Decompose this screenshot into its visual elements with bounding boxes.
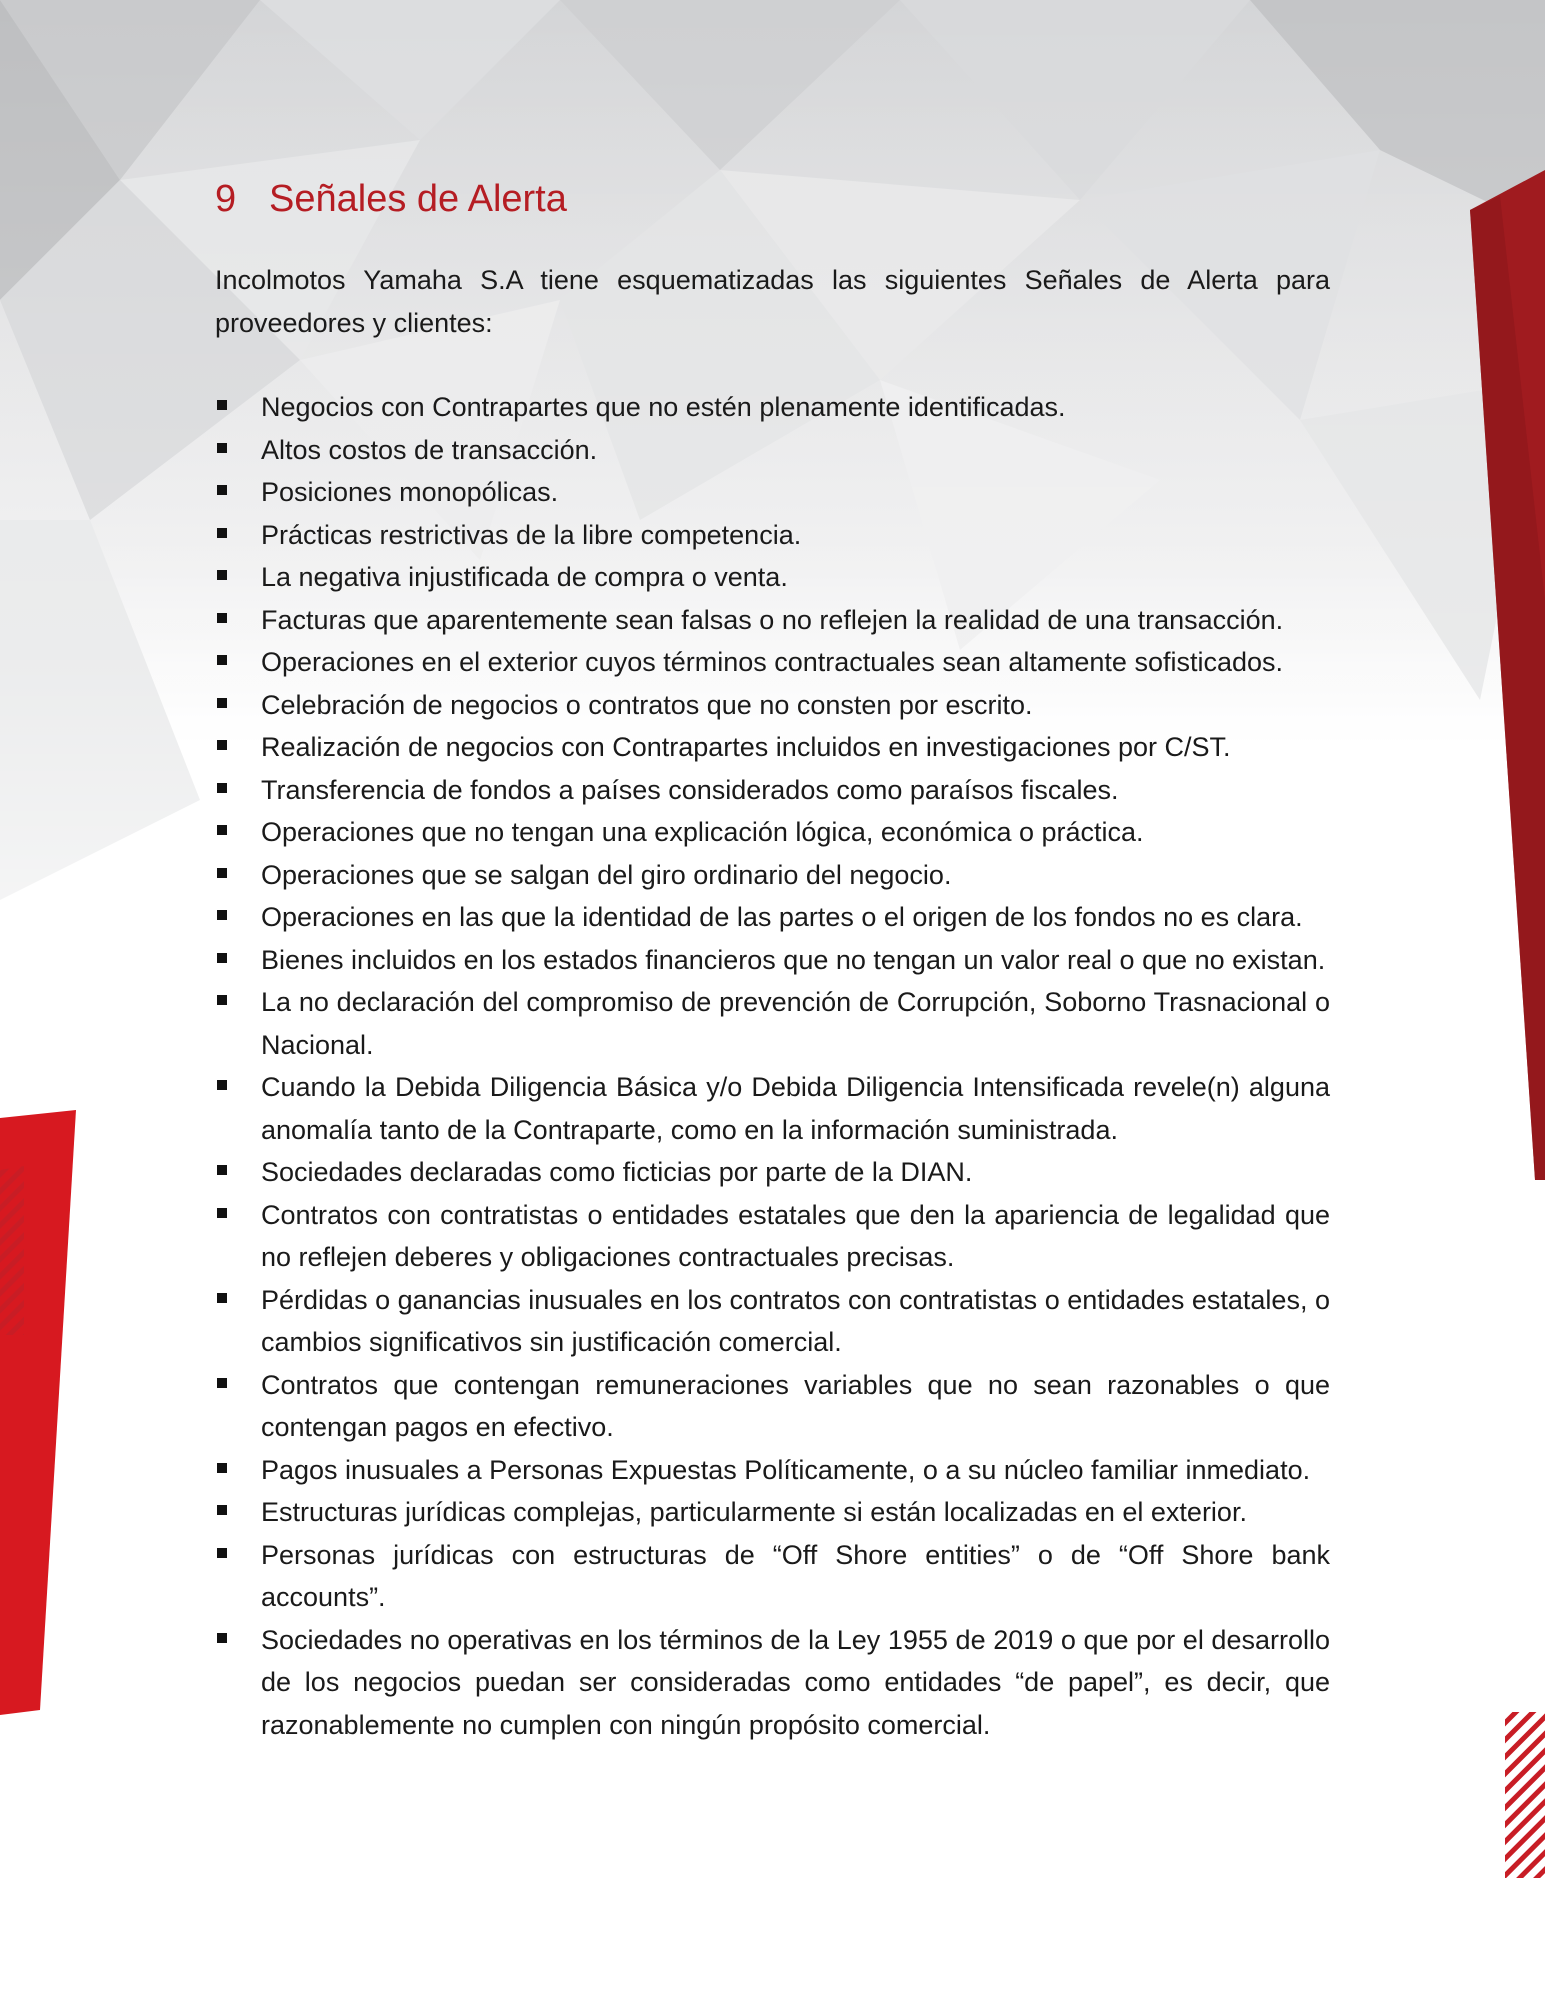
left-red-band xyxy=(0,1110,76,1715)
square-bullet-icon xyxy=(217,740,227,750)
list-item-text: Sociedades declaradas como ficticias por parte de la DIAN. xyxy=(261,1157,973,1187)
list-item-text: Celebración de negocios o contratos que no consten por escrito. xyxy=(261,689,1033,720)
list-item xyxy=(215,556,1330,599)
alert-list xyxy=(215,386,1330,1746)
list-item-text: Cuando la Debida Diligencia Básica y/o Debida Diligencia Intensificada revele(n) alguna anomalía tanto de la Contraparte, como en la información suministrada. xyxy=(261,1072,1330,1145)
square-bullet-icon xyxy=(217,1080,227,1090)
list-item-text: Negocios con Contrapartes que no estén plenamente identificadas. xyxy=(261,392,1066,422)
square-bullet-icon xyxy=(217,825,227,835)
list-item-text: Contratos que contengan remuneraciones variables que no sean razonables o que contengan pagos en efectivo. xyxy=(261,1369,1330,1442)
list-item-text: Operaciones en el exterior cuyos términos contractuales sean altamente sofisticados. xyxy=(261,647,1284,677)
list-item xyxy=(215,854,1330,897)
list-item xyxy=(215,1449,1330,1492)
list-item-text: Contratos con contratistas o entidades estatales que den la apariencia de legalidad que no reflejen deberes y obligaciones contractuales precisas. xyxy=(261,1199,1330,1272)
list-item-text: Altos costos de transacción. xyxy=(261,434,598,465)
list-item xyxy=(215,1491,1330,1534)
section-number: 9 xyxy=(215,178,237,220)
list-item xyxy=(215,1534,1330,1619)
list-item-text: Transferencia de fondos a países considerados como paraísos fiscales. xyxy=(261,774,1119,805)
square-bullet-icon xyxy=(217,400,227,410)
list-item-text: Operaciones en las que la identidad de las partes o el origen de los fondos no es clara. xyxy=(261,902,1303,932)
list-item-text: Pagos inusuales a Personas Expuestas Políticamente, o a su núcleo familiar inmediato. xyxy=(261,1454,1311,1485)
list-item-text: Prácticas restrictivas de la libre competencia. xyxy=(261,519,802,550)
list-item xyxy=(215,1066,1330,1151)
list-item-text: Pérdidas o ganancias inusuales en los contratos con contratistas o entidades estatales, o cambios significativos sin justificación comercial. xyxy=(261,1284,1330,1357)
square-bullet-icon xyxy=(217,1165,227,1175)
list-item-text: Facturas que aparentemente sean falsas o no reflejen la realidad de una transacción. xyxy=(261,604,1284,635)
list-item xyxy=(215,1619,1330,1747)
square-bullet-icon xyxy=(217,485,227,495)
list-item xyxy=(215,1364,1330,1449)
list-item-text: Personas jurídicas con estructuras de “Off Shore entities” o de “Off Shore bank accounts”. xyxy=(261,1539,1330,1612)
list-item xyxy=(215,1194,1330,1279)
list-item xyxy=(215,896,1330,939)
square-bullet-icon xyxy=(217,783,227,793)
square-bullet-icon xyxy=(217,1633,227,1643)
list-item-text: Estructuras jurídicas complejas, particularmente si están localizadas en el exterior. xyxy=(261,1497,1247,1527)
list-item-text: Sociedades no operativas en los términos de la Ley 1955 de 2019 o que por el desarrollo de los negocios puedan ser consideradas como entidades “de papel”, es decir, que razonablemente no cumplen con ningún propósito comercial. xyxy=(261,1624,1330,1740)
section-title: Señales de Alerta xyxy=(269,178,567,220)
square-bullet-icon xyxy=(217,698,227,708)
square-bullet-icon xyxy=(217,953,227,963)
square-bullet-icon xyxy=(217,868,227,878)
square-bullet-icon xyxy=(217,1293,227,1303)
square-bullet-icon xyxy=(217,613,227,623)
list-item-text: Operaciones que se salgan del giro ordinario del negocio. xyxy=(261,859,952,890)
list-item xyxy=(215,514,1330,557)
square-bullet-icon xyxy=(217,995,227,1005)
list-item xyxy=(215,769,1330,812)
section-heading xyxy=(215,178,1330,221)
list-item xyxy=(215,726,1330,769)
square-bullet-icon xyxy=(217,655,227,665)
list-item-text: La no declaración del compromiso de prevención de Corrupción, Soborno Trasnacional o Nacional. xyxy=(261,987,1330,1060)
list-item xyxy=(215,939,1330,982)
list-item xyxy=(215,1279,1330,1364)
square-bullet-icon xyxy=(217,570,227,580)
list-item-text: Realización de negocios con Contrapartes incluidos en investigaciones por C/ST. xyxy=(261,732,1231,762)
list-item-text: Operaciones que no tengan una explicación lógica, económica o práctica. xyxy=(261,817,1144,847)
square-bullet-icon xyxy=(217,910,227,920)
list-item-text: La negativa injustificada de compra o venta. xyxy=(261,562,788,592)
right-stripes xyxy=(1505,1712,1545,1878)
square-bullet-icon xyxy=(217,443,227,453)
square-bullet-icon xyxy=(217,1208,227,1218)
square-bullet-icon xyxy=(217,528,227,538)
list-item xyxy=(215,811,1330,854)
intro-paragraph: Incolmotos Yamaha S.A tiene esquematizadas las siguientes Señales de Alerta para proveedores y clientes: xyxy=(215,265,1330,338)
list-item xyxy=(215,641,1330,684)
square-bullet-icon xyxy=(217,1505,227,1515)
list-item-text: Posiciones monopólicas. xyxy=(261,477,559,507)
square-bullet-icon xyxy=(217,1463,227,1473)
document-body xyxy=(215,178,1330,1746)
list-item xyxy=(215,386,1330,429)
list-item xyxy=(215,599,1330,642)
list-item xyxy=(215,981,1330,1066)
square-bullet-icon xyxy=(217,1548,227,1558)
list-item xyxy=(215,684,1330,727)
list-item-text: Bienes incluidos en los estados financieros que no tengan un valor real o que no existan. xyxy=(261,944,1326,975)
list-item xyxy=(215,429,1330,472)
square-bullet-icon xyxy=(217,1378,227,1388)
list-item xyxy=(215,1151,1330,1194)
list-item xyxy=(215,471,1330,514)
